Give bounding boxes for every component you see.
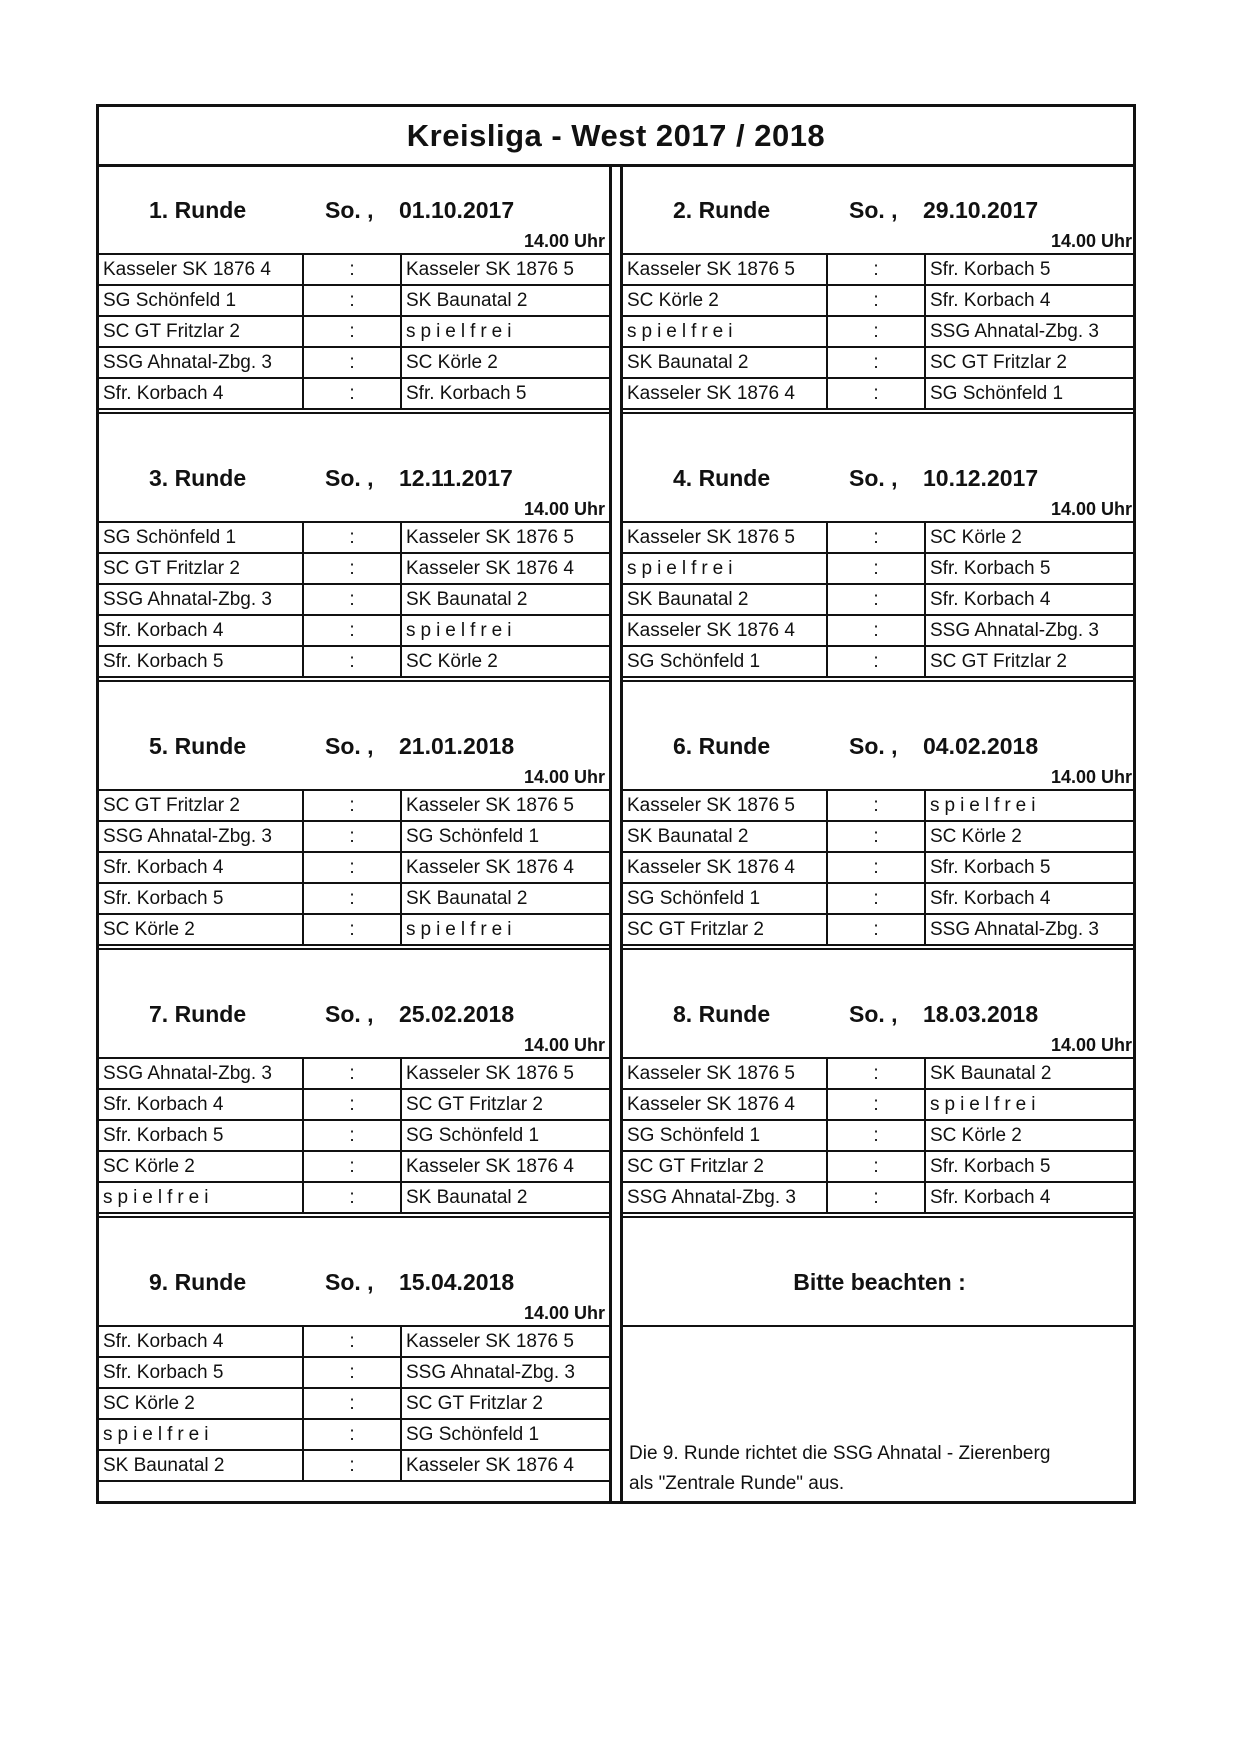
away-team: SC GT Fritzlar 2 bbox=[406, 1392, 543, 1414]
away-team: SG Schönfeld 1 bbox=[930, 382, 1064, 404]
match-row bbox=[623, 853, 1136, 884]
away-team: Sfr. Korbach 4 bbox=[930, 588, 1051, 610]
home-team: Sfr. Korbach 4 bbox=[99, 1090, 304, 1119]
home-team: Sfr. Korbach 4 bbox=[99, 616, 304, 645]
away-team: SG Schönfeld 1 bbox=[406, 1423, 540, 1445]
round-time: 14.00 Uhr bbox=[523, 1303, 605, 1323]
match-row bbox=[623, 616, 1136, 647]
match-row bbox=[623, 585, 1136, 616]
away-team: SG Schönfeld 1 bbox=[406, 1124, 540, 1146]
home-team: spielfrei bbox=[99, 1183, 304, 1212]
separator: : bbox=[828, 616, 926, 645]
round-time: 14.00 Uhr bbox=[1050, 767, 1132, 787]
round-time: 14.00 Uhr bbox=[523, 767, 605, 787]
away-team: SK Baunatal 2 bbox=[406, 588, 528, 610]
round-time: 14.00 Uhr bbox=[523, 1035, 605, 1055]
separator: : bbox=[304, 1420, 402, 1449]
home-team: SG Schönfeld 1 bbox=[99, 286, 304, 315]
round-time: 14.00 Uhr bbox=[523, 499, 605, 519]
round-header bbox=[99, 703, 609, 791]
home-team: SSG Ahnatal-Zbg. 3 bbox=[99, 1059, 304, 1088]
away-team: Kasseler SK 1876 4 bbox=[406, 557, 574, 579]
away-team: SC Körle 2 bbox=[406, 650, 498, 672]
away-team: Kasseler SK 1876 5 bbox=[406, 526, 574, 548]
away-team: SC GT Fritzlar 2 bbox=[930, 650, 1067, 672]
home-team: SG Schönfeld 1 bbox=[99, 523, 304, 552]
schedule-sheet bbox=[96, 104, 1136, 1504]
separator: : bbox=[304, 822, 402, 851]
round-day: So. , bbox=[849, 197, 898, 223]
home-team: SSG Ahnatal-Zbg. 3 bbox=[99, 822, 304, 851]
separator: : bbox=[828, 791, 926, 820]
match-row bbox=[99, 1358, 609, 1389]
round-time: 14.00 Uhr bbox=[1050, 231, 1132, 251]
match-table bbox=[99, 791, 609, 946]
round-date: 01.10.2017 bbox=[399, 197, 515, 223]
round-day: So. , bbox=[325, 197, 374, 223]
match-row bbox=[623, 791, 1136, 822]
block-spacer bbox=[623, 680, 1136, 705]
match-row bbox=[99, 379, 609, 410]
away-team: SC Körle 2 bbox=[930, 526, 1022, 548]
away-team: Kasseler SK 1876 5 bbox=[406, 1062, 574, 1084]
round-day: So. , bbox=[325, 733, 374, 759]
home-team: Kasseler SK 1876 4 bbox=[623, 1090, 828, 1119]
match-table bbox=[623, 523, 1136, 678]
home-team: SC Körle 2 bbox=[623, 286, 828, 315]
note-body bbox=[629, 1439, 1050, 1499]
round-time: 14.00 Uhr bbox=[1050, 499, 1132, 519]
home-team: spielfrei bbox=[623, 317, 828, 346]
home-team: Kasseler SK 1876 5 bbox=[623, 791, 828, 820]
separator: : bbox=[304, 616, 402, 645]
match-table bbox=[99, 1059, 609, 1214]
match-table bbox=[623, 255, 1136, 410]
separator: : bbox=[828, 348, 926, 377]
separator: : bbox=[304, 647, 402, 676]
round-title: 6. Runde bbox=[673, 733, 771, 759]
match-row bbox=[623, 884, 1136, 915]
separator: : bbox=[304, 348, 402, 377]
away-team: Sfr. Korbach 5 bbox=[930, 258, 1051, 280]
separator: : bbox=[828, 915, 926, 944]
away-team: spielfrei bbox=[930, 1093, 1041, 1115]
block-spacer bbox=[623, 948, 1136, 973]
match-row bbox=[99, 348, 609, 379]
round-title: 4. Runde bbox=[673, 465, 771, 491]
away-team: SSG Ahnatal-Zbg. 3 bbox=[930, 320, 1099, 342]
round-date: 18.03.2018 bbox=[923, 1001, 1039, 1027]
away-team: Kasseler SK 1876 5 bbox=[406, 794, 574, 816]
match-row bbox=[99, 255, 609, 286]
round-day: So. , bbox=[325, 1001, 374, 1027]
match-table bbox=[99, 1327, 609, 1482]
block-spacer bbox=[99, 948, 609, 973]
away-team: SK Baunatal 2 bbox=[930, 1062, 1052, 1084]
away-team: Kasseler SK 1876 4 bbox=[406, 1155, 574, 1177]
away-team: spielfrei bbox=[406, 619, 517, 641]
home-team: Sfr. Korbach 4 bbox=[99, 379, 304, 408]
match-row bbox=[99, 647, 609, 678]
separator: : bbox=[304, 1451, 402, 1480]
round-date: 12.11.2017 bbox=[399, 465, 513, 491]
away-team: Sfr. Korbach 4 bbox=[930, 1186, 1051, 1208]
round-date: 25.02.2018 bbox=[399, 1001, 515, 1027]
separator: : bbox=[828, 1059, 926, 1088]
home-team: SK Baunatal 2 bbox=[99, 1451, 304, 1480]
separator: : bbox=[828, 585, 926, 614]
separator: : bbox=[304, 585, 402, 614]
round-date: 04.02.2018 bbox=[923, 733, 1039, 759]
away-team: SC Körle 2 bbox=[930, 825, 1022, 847]
home-team: spielfrei bbox=[99, 1420, 304, 1449]
round-block bbox=[99, 971, 609, 1241]
home-team: Kasseler SK 1876 5 bbox=[623, 255, 828, 284]
separator: : bbox=[828, 853, 926, 882]
away-team: SK Baunatal 2 bbox=[406, 289, 528, 311]
match-row bbox=[99, 1420, 609, 1451]
match-row bbox=[623, 822, 1136, 853]
home-team: SK Baunatal 2 bbox=[623, 822, 828, 851]
separator: : bbox=[304, 1090, 402, 1119]
away-team: Sfr. Korbach 5 bbox=[930, 1155, 1051, 1177]
match-row bbox=[99, 1327, 609, 1358]
match-table bbox=[99, 523, 609, 678]
away-team: Kasseler SK 1876 4 bbox=[406, 856, 574, 878]
away-team: SK Baunatal 2 bbox=[406, 887, 528, 909]
round-time: 14.00 Uhr bbox=[1050, 1035, 1132, 1055]
separator: : bbox=[304, 1152, 402, 1181]
separator: : bbox=[828, 1121, 926, 1150]
separator: : bbox=[828, 379, 926, 408]
round-header bbox=[99, 435, 609, 523]
round-title: 9. Runde bbox=[149, 1269, 247, 1295]
match-table bbox=[623, 1059, 1136, 1214]
match-row bbox=[99, 1451, 609, 1482]
separator: : bbox=[828, 1152, 926, 1181]
home-team: SSG Ahnatal-Zbg. 3 bbox=[99, 348, 304, 377]
match-row bbox=[623, 1152, 1136, 1183]
title-box bbox=[99, 107, 1133, 167]
separator: : bbox=[304, 1121, 402, 1150]
separator: : bbox=[828, 1183, 926, 1212]
round-block bbox=[623, 435, 1136, 705]
home-team: Sfr. Korbach 5 bbox=[99, 884, 304, 913]
block-spacer bbox=[99, 680, 609, 705]
separator: : bbox=[304, 1183, 402, 1212]
home-team: SC Körle 2 bbox=[99, 915, 304, 944]
away-team: SC GT Fritzlar 2 bbox=[406, 1093, 543, 1115]
round-block bbox=[623, 971, 1136, 1241]
match-row bbox=[99, 884, 609, 915]
away-team: spielfrei bbox=[930, 794, 1041, 816]
match-row bbox=[99, 915, 609, 946]
away-team: spielfrei bbox=[406, 918, 517, 940]
round-title: 2. Runde bbox=[673, 197, 771, 223]
home-team: SC GT Fritzlar 2 bbox=[623, 915, 828, 944]
match-row bbox=[99, 822, 609, 853]
round-date: 10.12.2017 bbox=[923, 465, 1039, 491]
home-team: SG Schönfeld 1 bbox=[623, 1121, 828, 1150]
column-divider bbox=[609, 167, 623, 1501]
away-team: Kasseler SK 1876 5 bbox=[406, 258, 574, 280]
match-table bbox=[99, 255, 609, 410]
match-row bbox=[623, 348, 1136, 379]
round-time: 14.00 Uhr bbox=[523, 231, 605, 251]
round-day: So. , bbox=[325, 1269, 374, 1295]
separator: : bbox=[828, 317, 926, 346]
home-team: SC Körle 2 bbox=[99, 1389, 304, 1418]
round-header bbox=[99, 1239, 609, 1327]
separator: : bbox=[304, 853, 402, 882]
round-header bbox=[99, 971, 609, 1059]
separator: : bbox=[304, 1059, 402, 1088]
home-team: Sfr. Korbach 4 bbox=[99, 1327, 304, 1356]
home-team: SC GT Fritzlar 2 bbox=[623, 1152, 828, 1181]
block-spacer bbox=[623, 1216, 1136, 1241]
round-block bbox=[99, 1239, 609, 1509]
separator: : bbox=[304, 523, 402, 552]
round-block bbox=[99, 703, 609, 973]
separator: : bbox=[304, 255, 402, 284]
home-team: SG Schönfeld 1 bbox=[623, 647, 828, 676]
away-team: spielfrei bbox=[406, 320, 517, 342]
separator: : bbox=[304, 317, 402, 346]
home-team: SC GT Fritzlar 2 bbox=[99, 554, 304, 583]
separator: : bbox=[828, 286, 926, 315]
away-team: SSG Ahnatal-Zbg. 3 bbox=[930, 918, 1099, 940]
block-spacer bbox=[623, 412, 1136, 437]
home-team: SK Baunatal 2 bbox=[623, 585, 828, 614]
match-row bbox=[99, 317, 609, 348]
round-title: 1. Runde bbox=[149, 197, 247, 223]
separator: : bbox=[304, 1358, 402, 1387]
match-row bbox=[623, 317, 1136, 348]
separator: : bbox=[304, 884, 402, 913]
separator: : bbox=[304, 379, 402, 408]
round-title: 8. Runde bbox=[673, 1001, 771, 1027]
away-team: SC Körle 2 bbox=[406, 351, 498, 373]
match-row bbox=[623, 647, 1136, 678]
round-title: 5. Runde bbox=[149, 733, 247, 759]
separator: : bbox=[304, 1389, 402, 1418]
home-team: Kasseler SK 1876 4 bbox=[623, 379, 828, 408]
away-team: SC Körle 2 bbox=[930, 1124, 1022, 1146]
home-team: Sfr. Korbach 5 bbox=[99, 1121, 304, 1150]
match-row bbox=[99, 286, 609, 317]
away-team: SK Baunatal 2 bbox=[406, 1186, 528, 1208]
home-team: Sfr. Korbach 5 bbox=[99, 647, 304, 676]
match-row bbox=[99, 585, 609, 616]
round-title: 7. Runde bbox=[149, 1001, 247, 1027]
away-team: Sfr. Korbach 5 bbox=[930, 557, 1051, 579]
away-team: Kasseler SK 1876 4 bbox=[406, 1454, 574, 1476]
match-row bbox=[623, 1121, 1136, 1152]
round-header bbox=[623, 971, 1136, 1059]
separator: : bbox=[828, 647, 926, 676]
match-row bbox=[623, 523, 1136, 554]
away-team: Kasseler SK 1876 5 bbox=[406, 1330, 574, 1352]
home-team: SG Schönfeld 1 bbox=[623, 884, 828, 913]
separator: : bbox=[304, 1327, 402, 1356]
round-header bbox=[623, 703, 1136, 791]
separator: : bbox=[304, 915, 402, 944]
note-line: Die 9. Runde richtet die SSG Ahnatal - Zierenberg bbox=[629, 1443, 1051, 1464]
home-team: SC GT Fritzlar 2 bbox=[99, 791, 304, 820]
round-day: So. , bbox=[849, 465, 898, 491]
match-table bbox=[623, 791, 1136, 946]
home-team: spielfrei bbox=[623, 554, 828, 583]
home-team: SK Baunatal 2 bbox=[623, 348, 828, 377]
separator: : bbox=[828, 822, 926, 851]
away-team: Sfr. Korbach 4 bbox=[930, 887, 1051, 909]
match-row bbox=[99, 791, 609, 822]
match-row bbox=[99, 1389, 609, 1420]
separator: : bbox=[828, 523, 926, 552]
separator: : bbox=[304, 791, 402, 820]
page-title: Kreisliga - West 2017 / 2018 bbox=[406, 117, 826, 153]
home-team: SC Körle 2 bbox=[99, 1152, 304, 1181]
round-day: So. , bbox=[325, 465, 374, 491]
round-block bbox=[99, 435, 609, 705]
round-date: 29.10.2017 bbox=[923, 197, 1039, 223]
match-row bbox=[623, 286, 1136, 317]
round-header bbox=[99, 167, 609, 255]
home-team: Kasseler SK 1876 4 bbox=[99, 255, 304, 284]
round-block bbox=[99, 167, 609, 437]
round-day: So. , bbox=[849, 733, 898, 759]
away-team: Sfr. Korbach 5 bbox=[930, 856, 1051, 878]
block-spacer bbox=[99, 1216, 609, 1241]
separator: : bbox=[304, 286, 402, 315]
home-team: Sfr. Korbach 5 bbox=[99, 1358, 304, 1387]
home-team: SSG Ahnatal-Zbg. 3 bbox=[623, 1183, 828, 1212]
away-team: Sfr. Korbach 5 bbox=[406, 382, 527, 404]
match-row bbox=[623, 1059, 1136, 1090]
round-day: So. , bbox=[849, 1001, 898, 1027]
away-team: SG Schönfeld 1 bbox=[406, 825, 540, 847]
match-row bbox=[99, 523, 609, 554]
match-row bbox=[99, 853, 609, 884]
home-team: Kasseler SK 1876 5 bbox=[623, 1059, 828, 1088]
match-row bbox=[99, 554, 609, 585]
block-spacer bbox=[99, 412, 609, 437]
round-title: 3. Runde bbox=[149, 465, 247, 491]
home-team: SSG Ahnatal-Zbg. 3 bbox=[99, 585, 304, 614]
round-date: 15.04.2018 bbox=[399, 1269, 515, 1295]
away-team: SC GT Fritzlar 2 bbox=[930, 351, 1067, 373]
note-heading: Bitte beachten : bbox=[623, 1239, 1136, 1327]
match-row bbox=[99, 1090, 609, 1121]
note-line: als "Zentrale Runde" aus. bbox=[629, 1473, 845, 1494]
round-header bbox=[623, 435, 1136, 523]
match-row bbox=[99, 616, 609, 647]
home-team: Kasseler SK 1876 5 bbox=[623, 523, 828, 552]
away-team: SSG Ahnatal-Zbg. 3 bbox=[930, 619, 1099, 641]
round-block bbox=[623, 703, 1136, 973]
match-row bbox=[623, 1090, 1136, 1121]
home-team: Sfr. Korbach 4 bbox=[99, 853, 304, 882]
match-row bbox=[623, 1183, 1136, 1214]
away-team: Sfr. Korbach 4 bbox=[930, 289, 1051, 311]
round-date: 21.01.2018 bbox=[399, 733, 515, 759]
round-block bbox=[623, 167, 1136, 437]
separator: : bbox=[304, 554, 402, 583]
separator: : bbox=[828, 884, 926, 913]
match-row bbox=[99, 1183, 609, 1214]
match-row bbox=[99, 1121, 609, 1152]
separator: : bbox=[828, 255, 926, 284]
match-row bbox=[623, 915, 1136, 946]
match-row bbox=[99, 1152, 609, 1183]
home-team: Kasseler SK 1876 4 bbox=[623, 616, 828, 645]
match-row bbox=[623, 554, 1136, 585]
note-block bbox=[623, 1239, 1136, 1509]
round-header bbox=[623, 167, 1136, 255]
match-row bbox=[623, 255, 1136, 286]
separator: : bbox=[828, 554, 926, 583]
home-team: Kasseler SK 1876 4 bbox=[623, 853, 828, 882]
separator: : bbox=[828, 1090, 926, 1119]
home-team: SC GT Fritzlar 2 bbox=[99, 317, 304, 346]
away-team: SSG Ahnatal-Zbg. 3 bbox=[406, 1361, 575, 1383]
match-row bbox=[623, 379, 1136, 410]
match-row bbox=[99, 1059, 609, 1090]
